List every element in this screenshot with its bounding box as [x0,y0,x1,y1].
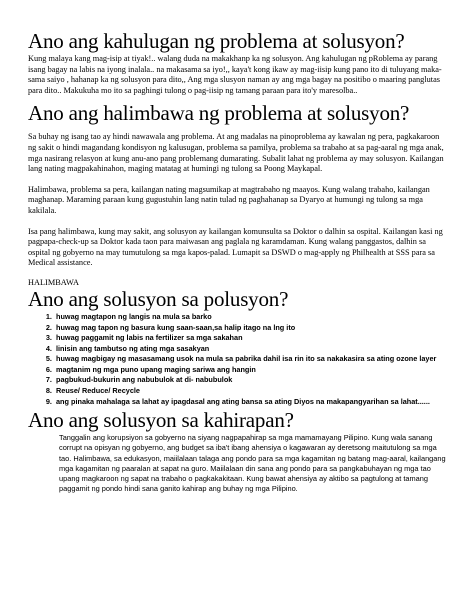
list-item: 8. Reuse/ Reduce/ Recycle [54,386,449,397]
list-polusyon [28,312,449,407]
paragraph-halimbawa-3: Isa pang halimbawa, kung may sakit, ang solusyon ay kailangan komunsulta sa Doktor o dalhin sa ospital. Kailangan kasi ng pagpapa-check-up sa Doktor kada taon para maiwasan ang paglala ng karamdaman. Kung walang panggastos, dalhin sa ospital ng gobyerno na may tumutulong sa mga kapos-palad. Lumapit sa DSWD o mag-apply ng Philhealth at SSS para sa Medical assistance. [28,226,443,268]
list-item: 7. pagbukud-bukurin ang nabubulok at di- nabubulok [54,375,449,386]
paragraph-kahirapan: Tanggalin ang korupsiyon sa gobyerno na siyang nagpapahirap sa mga mamamayang Pilipino. Kung wala sanang corrupt na opisyan ng gobyerno, ang budget sa iba't ibang ahensiya o kagawaran ay deretsong maitutulong sa mga tao. Halimbawa, sa edukasyon, maiilalaan talaga ang pondo para sa mga kagamitan ng batang mag-aaral, kailangang mga kagamitan ng paaralan at sapat na guro. Maiilalaan din sana ang pondo para sa pangkabuhayan ng mga tao upang magkaroon ng sapat na trabaho o pagkakakitaan. Kung bawat ahensiya ay aktibo sa pagtulong at tamang paggamit ng pondo hindi sana ganito kahirap ang buhay ng mga Pilipino. [59,433,446,494]
heading-kahulugan: Ano ang kahulugan ng problema at solusyon? [28,29,405,53]
paragraph-halimbawa-2: Halimbawa, problema sa pera, kailangan nating magsumikap at magtrabaho ng maayos. Kung walang trabaho, kailangan maghanap. Maraming paraan kung gugustuhin lang natin tulad ng paghahanap sa Dyaryo at humungi ng tulong sa mga kakilala. [28,184,430,215]
list-item: 3. huwag paggamit ng labis na fertilizer sa mga sakahan [54,333,449,344]
heading-polusyon: Ano ang solusyon sa polusyon? [28,286,289,311]
label-halimbawa: HALIMBAWA [28,277,79,287]
list-item: 9. ang pinaka mahalaga sa lahat ay ipagdasal ang ating bansa sa ating Diyos na makapangyarihan sa lahat...... [54,397,449,408]
paragraph-halimbawa-1: Sa buhay ng isang tao ay hindi nawawala ang problema. At ang madalas na pinoproblema ay kawalan ng pera, pagkakaroon ng sakit o hindi magandang kondisyon ng kalusugan, problema sa pamilya, problema sa trabaho at sa pag-aaral ng mga anak, mga nasirang relasyon at kung anu-ano pang problemang dumarating. Subalit lahat ng problema ay may solusyon. Kailangan lang nating magpakahinahon, maging matatag at humingi ng tulong sa Poong Maykapal. [28,132,444,174]
heading-halimbawa: Ano ang halimbawa ng problema at solusyon? [28,101,410,126]
paragraph-kahulugan: Kung malaya kang mag-isip at tiyak!.. walang duda na makakhanp ka ng solusyon. Ang kahulugan ng pRoblema ay parang isang bagay na labis na iyong inalala.. na makasama sa iyo!,, kaya't kong ikaw ay mag-iisip kung pano ito di tuluyang maka- sama saiyo , hahanap ka ng solusyon para dito,, Ang mga slusyon naman ay ang mga bagay na positibo o maaring panglutas para dito.. Makukuha mo ito sa paghingi tulong o pag-iisip ng tamang paraan para ito'y maresolba.. [28,54,442,95]
list-item: 5. huwag magbigay ng masasamang usok na mula sa pabrika dahil isa rin ito sa nakakasira sa ating ozone layer [54,354,449,365]
heading-kahirapan: Ano ang solusyon sa kahirapan? [28,408,294,433]
list-item: 6. magtanim ng mga puno upang maging sariwa ang hangin [54,365,449,376]
list-item: 1. huwag magtapon ng langis na mula sa barko [54,312,449,323]
list-item: 2. huwag mag tapon ng basura kung saan-saan,sa halip itago na lng ito [54,323,449,334]
list-item: 4. linisin ang tambutso ng ating mga sasakyan [54,344,449,355]
